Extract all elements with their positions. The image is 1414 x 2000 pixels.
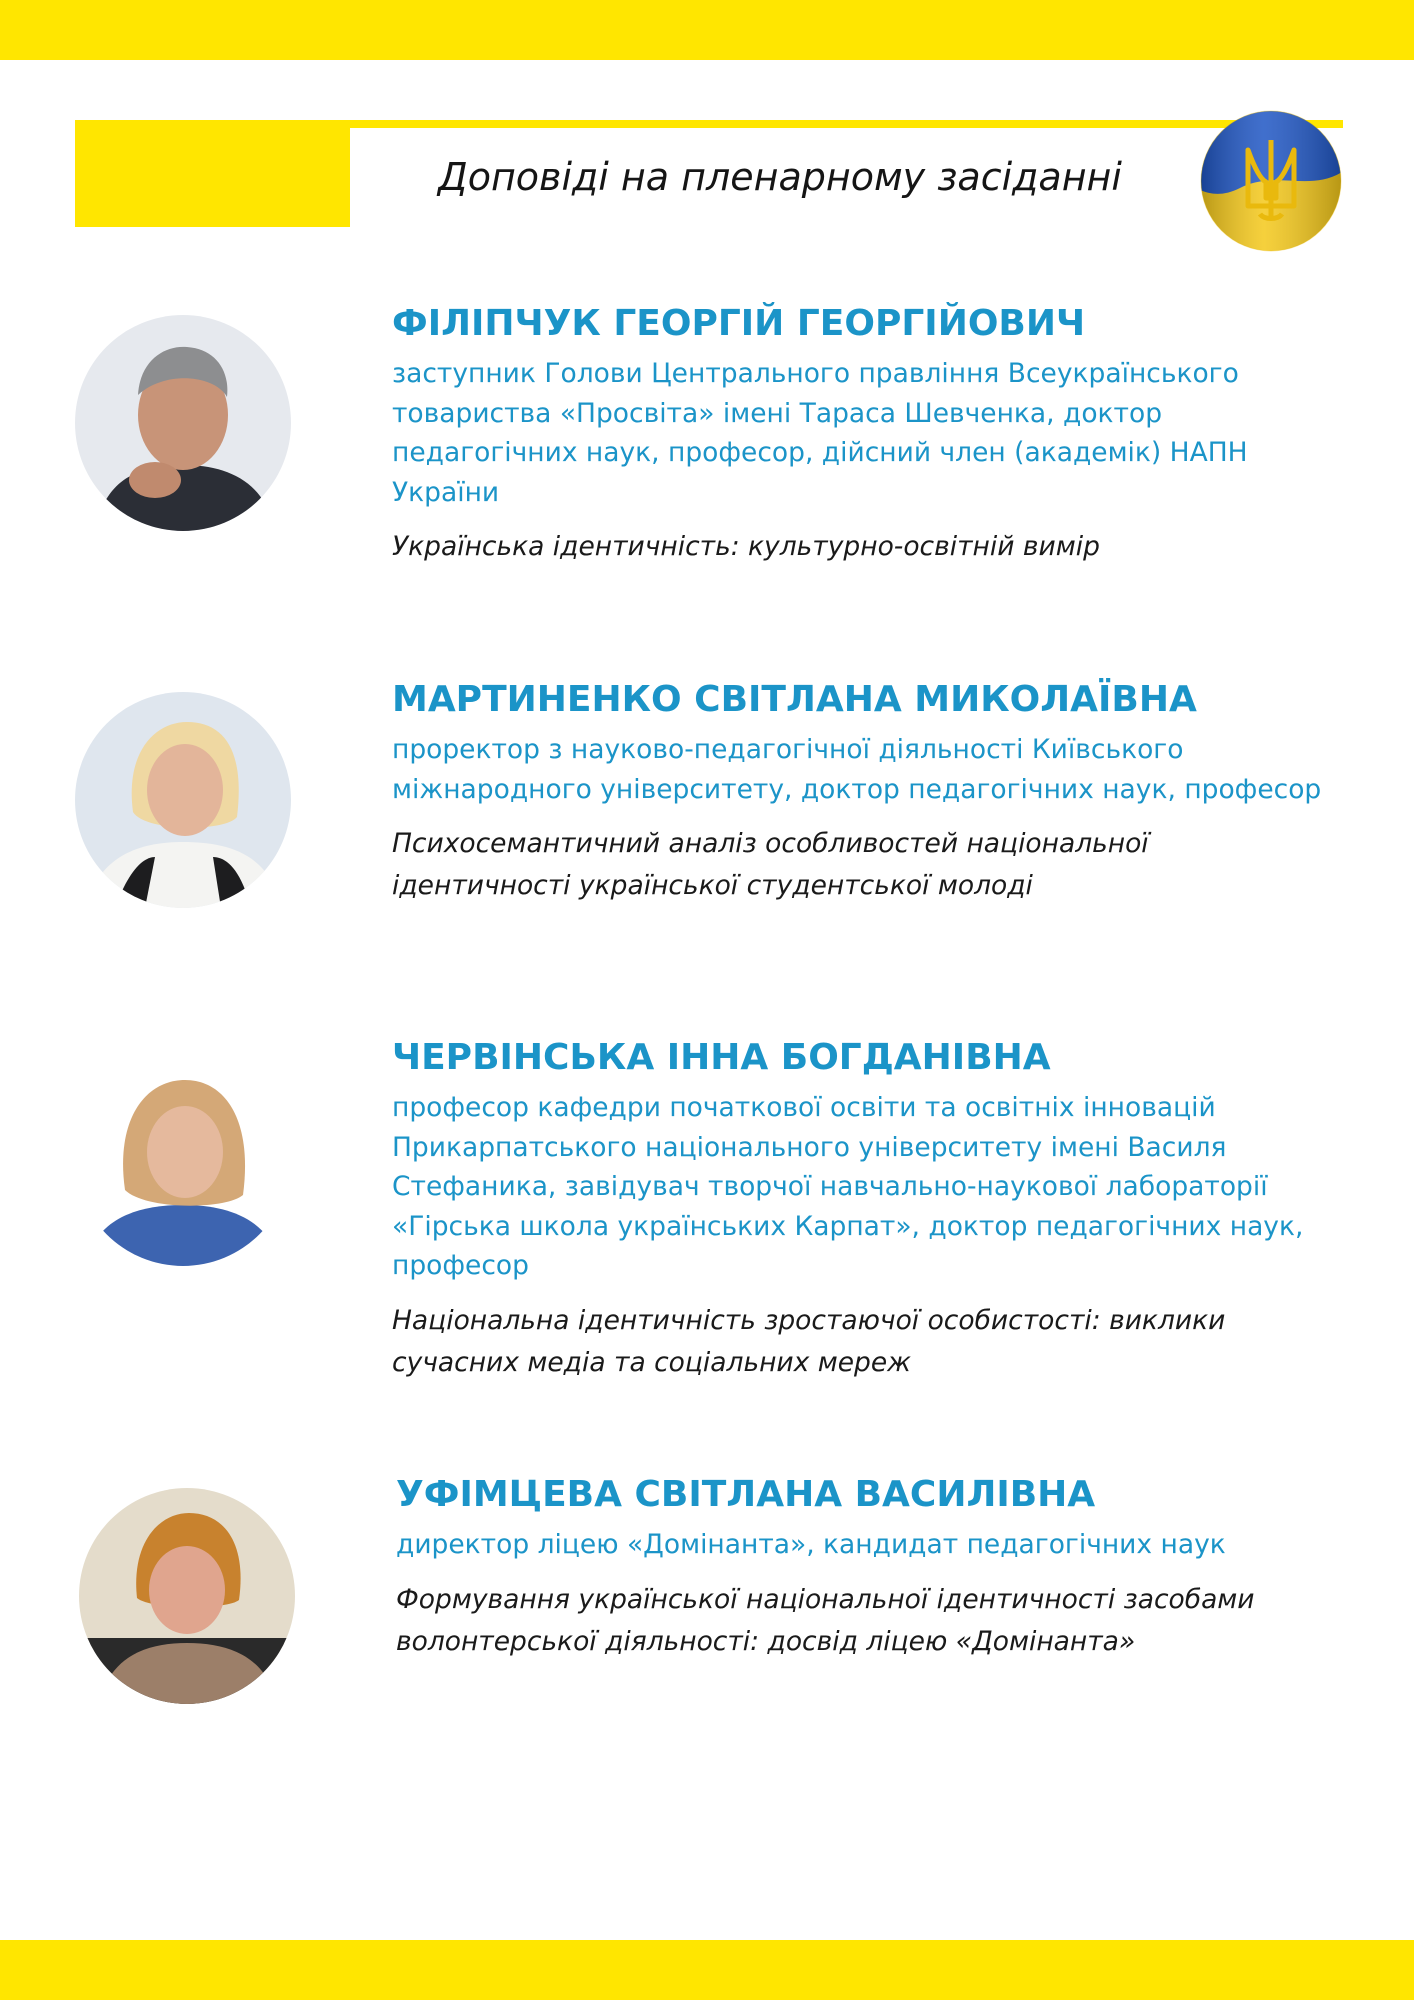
speaker-position: заступник Голови Центрального правління Всеукраїнського товариства «Просвіта» імені Тараса Шевченка, доктор педагогічних наук, професор, дійсний член (академік) НАПН України — [392, 358, 1248, 508]
speaker-card-2 — [392, 678, 1332, 907]
speaker-topic: Формування української національної ідентичності засобами волонтерської діяльності: досвід ліцею «Домінанта» — [396, 1583, 1255, 1657]
bottom-yellow-band — [0, 1940, 1414, 2000]
speaker-name: МАРТИНЕНКО СВІТЛАНА МИКОЛАЇВНА — [392, 679, 1197, 720]
speaker-card-3 — [392, 1036, 1332, 1384]
speaker-card-1 — [392, 302, 1332, 568]
speaker-topic: Українська ідентичність: культурно-освітній вимір — [392, 531, 1100, 562]
speaker-topic: Психосемантичний аналіз особливостей національної ідентичності української студентської молоді — [392, 828, 1149, 901]
speaker-card-4 — [396, 1473, 1336, 1663]
ukraine-trident-flag-icon — [1200, 110, 1342, 252]
speaker-name: ФІЛІПЧУК ГЕОРГІЙ ГЕОРГІЙОВИЧ — [392, 303, 1086, 344]
speaker-position: проректор з науково-педагогічної діяльності Київського міжнародного університету, доктор педагогічних наук, професор — [392, 734, 1322, 805]
speaker-position: директор ліцею «Домінанта», кандидат педагогічних наук — [396, 1529, 1226, 1560]
speaker-photo-1 — [75, 315, 291, 531]
speaker-photo-3 — [75, 1050, 291, 1266]
speaker-position: професор кафедри початкової освіти та освітніх інновацій Прикарпатського національного університету імені Василя Стефаника, завідувач творчої навчально-наукової лабораторії «Гірська школа українських Карпат», доктор педагогічних наук, професор — [392, 1092, 1304, 1281]
header-yellow-block — [75, 120, 350, 227]
speaker-topic: Національна ідентичність зростаючої особистості: виклики сучасних медіа та соціальних мереж — [392, 1304, 1226, 1378]
page-title: Доповіді на пленарному засіданні — [438, 155, 1122, 199]
speaker-photo-4 — [79, 1488, 295, 1704]
speaker-name: УФІМЦЕВА СВІТЛАНА ВАСИЛІВНА — [396, 1474, 1096, 1515]
speaker-photo-2 — [75, 692, 291, 908]
speaker-name: ЧЕРВІНСЬКА ІННА БОГДАНІВНА — [392, 1037, 1051, 1078]
top-yellow-band — [0, 0, 1414, 60]
